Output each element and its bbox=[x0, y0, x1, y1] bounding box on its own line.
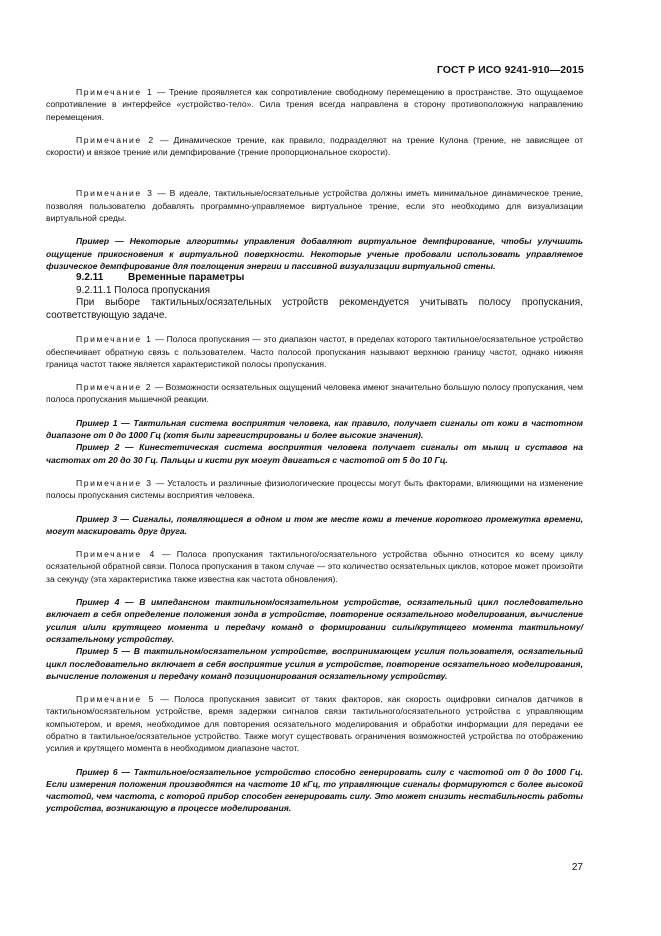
section-title: Временные параметры bbox=[128, 272, 245, 284]
section-intro: При выборе тактильных/осязательных устройств рекомендуется учитывать полосу пропускания, соответствующую задаче. bbox=[46, 297, 583, 321]
note-label: Примечание 3 bbox=[76, 477, 153, 488]
example-3: Пример 3 — Сигналы, появляющиеся в одном и том же месте кожи в течение короткого промежутка времени, могут маскировать друг друга. bbox=[46, 513, 583, 536]
note-label: Примечание 3 bbox=[76, 188, 154, 199]
note-label: Примечание 4 bbox=[76, 549, 156, 560]
note-text: — В идеале, тактильные/осязательные устройства должны иметь минимальное динамическое трение, позволяя пользователю добавлять программно-управляемое виртуальное трение, если это необходимо для визуализации виртуальной среды. bbox=[46, 188, 584, 224]
example-2: Пример 2 — Кинестетическая система восприятия человека получает сигналы от мышц и суставов на частотах от 20 до 30 Гц. Пальцы и кисти рук могут двигаться с частотой от 5 до 10 Гц. bbox=[46, 442, 583, 465]
note-label: Примечание 5 bbox=[76, 694, 156, 705]
note-text: — Полоса пропускания — это диапазон частот, в пределах которого тактильное/осязательное устройство обеспечивает обратную связь с пользователем. Часто полосой пропускания называют верхнюю границу частот, однако нижняя граница частот также является характеристикой полосы пропускания. bbox=[46, 334, 584, 369]
note-friction-3 bbox=[46, 187, 583, 224]
note-text: — Полоса пропускания зависит от таких факторов, как скорость оцифровки сигналов датчиков в тактильном/осязательном устройстве, время задержки сигналов связи тактильного/осязательного устройства с управляющим компьютером, и время, необходимое для повторения осязательного моделирования и обработки информации для передачи ее обратно в тактильное/осязательное устройство. Также могут существовать ограничения возможностей устройства по отображению усилия и крутящего момента в необходимом диапазоне частот. bbox=[46, 694, 583, 754]
note-text: — Трение проявляется как сопротивление свободному перемещению в пространстве. Это ощущаемое сопротивление в интерфейсе «устройство-тело». Сила трения всегда направлена в сторону противоположную направлению перемещения. bbox=[46, 87, 584, 122]
note-friction-1 bbox=[46, 86, 583, 123]
note-label: Примечание 2 bbox=[76, 134, 155, 145]
note-text: — Полоса пропускания тактильного/осязательного устройства обычно относится ко всему циклу осязательной обратной связи. Полоса пропускания в таком случае — это количество осязательных циклов, которое может произойти за секунду (эта характеристика также известна как частота обновления). bbox=[46, 549, 583, 584]
example-4: Пример 4 — В импедансном тактильном/осязательном устройстве, осязательный цикл последовательно включает в себя определение положения зонда в устройстве, повторение осязательного моделирования, вычисление усилия и/или крутящего момента и передачу команд о формировании силы/крутящего момента тактильному/осязательному устройству. bbox=[46, 597, 583, 644]
example-1: Пример 1 — Тактильная система восприятия человека, как правило, получает сигналы от кожи в частотном диапазоне от 0 до 1000 Гц (хотя были зарегистрированы и более высокие значения). bbox=[46, 417, 583, 441]
note-label: Примечание 1 bbox=[76, 87, 154, 97]
note-text: — Возможности осязательных ощущений человека имеют значительно большую полосу пропускания, чем полоса пропускания мышечной реакции. bbox=[46, 382, 583, 405]
example-6: Пример 6 — Тактильное/осязательное устройство способно генерировать силу с частотой от 0 до 1000 Гц. Если измерения положения производятся на частоте 10 кГц, то управляющие сигналы формируются с более высокой частотой, чем частота, с которой прибор способен генерировать силу. Это может снизить нестабильность работы устройства, возникающую в процессе моделирования. bbox=[46, 766, 583, 814]
section-heading bbox=[46, 272, 583, 285]
page-number: 27 bbox=[571, 862, 583, 873]
page-content bbox=[46, 86, 583, 815]
example-damping: Пример — Некоторые алгоритмы управления добавляют виртуальное демпфирование, чтобы улучшить ощущение прикосновения к виртуальной поверхности. Некоторые ученые пробовали использовать управляемое физическое демпфирование для поглощения энергии и пассивной визуализации виртуальной стены. bbox=[46, 236, 583, 271]
note-text: — Усталость и различные физиологические процессы могут быть факторами, влияющими на изменение полосы пропускания системы восприятия человека. bbox=[46, 477, 584, 501]
example-5: Пример 5 — В тактильном/осязательном устройстве, воспринимающем усилия пользователя, осязательный цикл последовательно включает в себя восприятие усилия в устройстве, повторение осязательного моделирования, вычисление положения и передачу команд позиционирования осязательному устройству. bbox=[46, 646, 583, 681]
subsection-heading: 9.2.11.1 Полоса пропускания bbox=[76, 284, 211, 296]
note-friction-2 bbox=[46, 134, 583, 159]
note-text: — Динамическое трение, как правило, подразделяют на трение Кулона (трение, не зависящее от скорости) и вязкое трение или демпфирование (трение пропорциональное скорости). bbox=[46, 134, 584, 158]
note-label: Примечание 2 bbox=[76, 382, 153, 393]
note-bandwidth-4 bbox=[46, 548, 583, 585]
note-bandwidth-2 bbox=[46, 381, 583, 406]
document-id: ГОСТ Р ИСО 9241-910—2015 bbox=[436, 64, 584, 76]
note-bandwidth-5 bbox=[46, 693, 583, 754]
note-bandwidth-1 bbox=[46, 333, 583, 370]
note-bandwidth-3 bbox=[46, 477, 583, 502]
note-label: Примечание 1 bbox=[76, 334, 153, 345]
section-number: 9.2.11 bbox=[76, 272, 104, 284]
